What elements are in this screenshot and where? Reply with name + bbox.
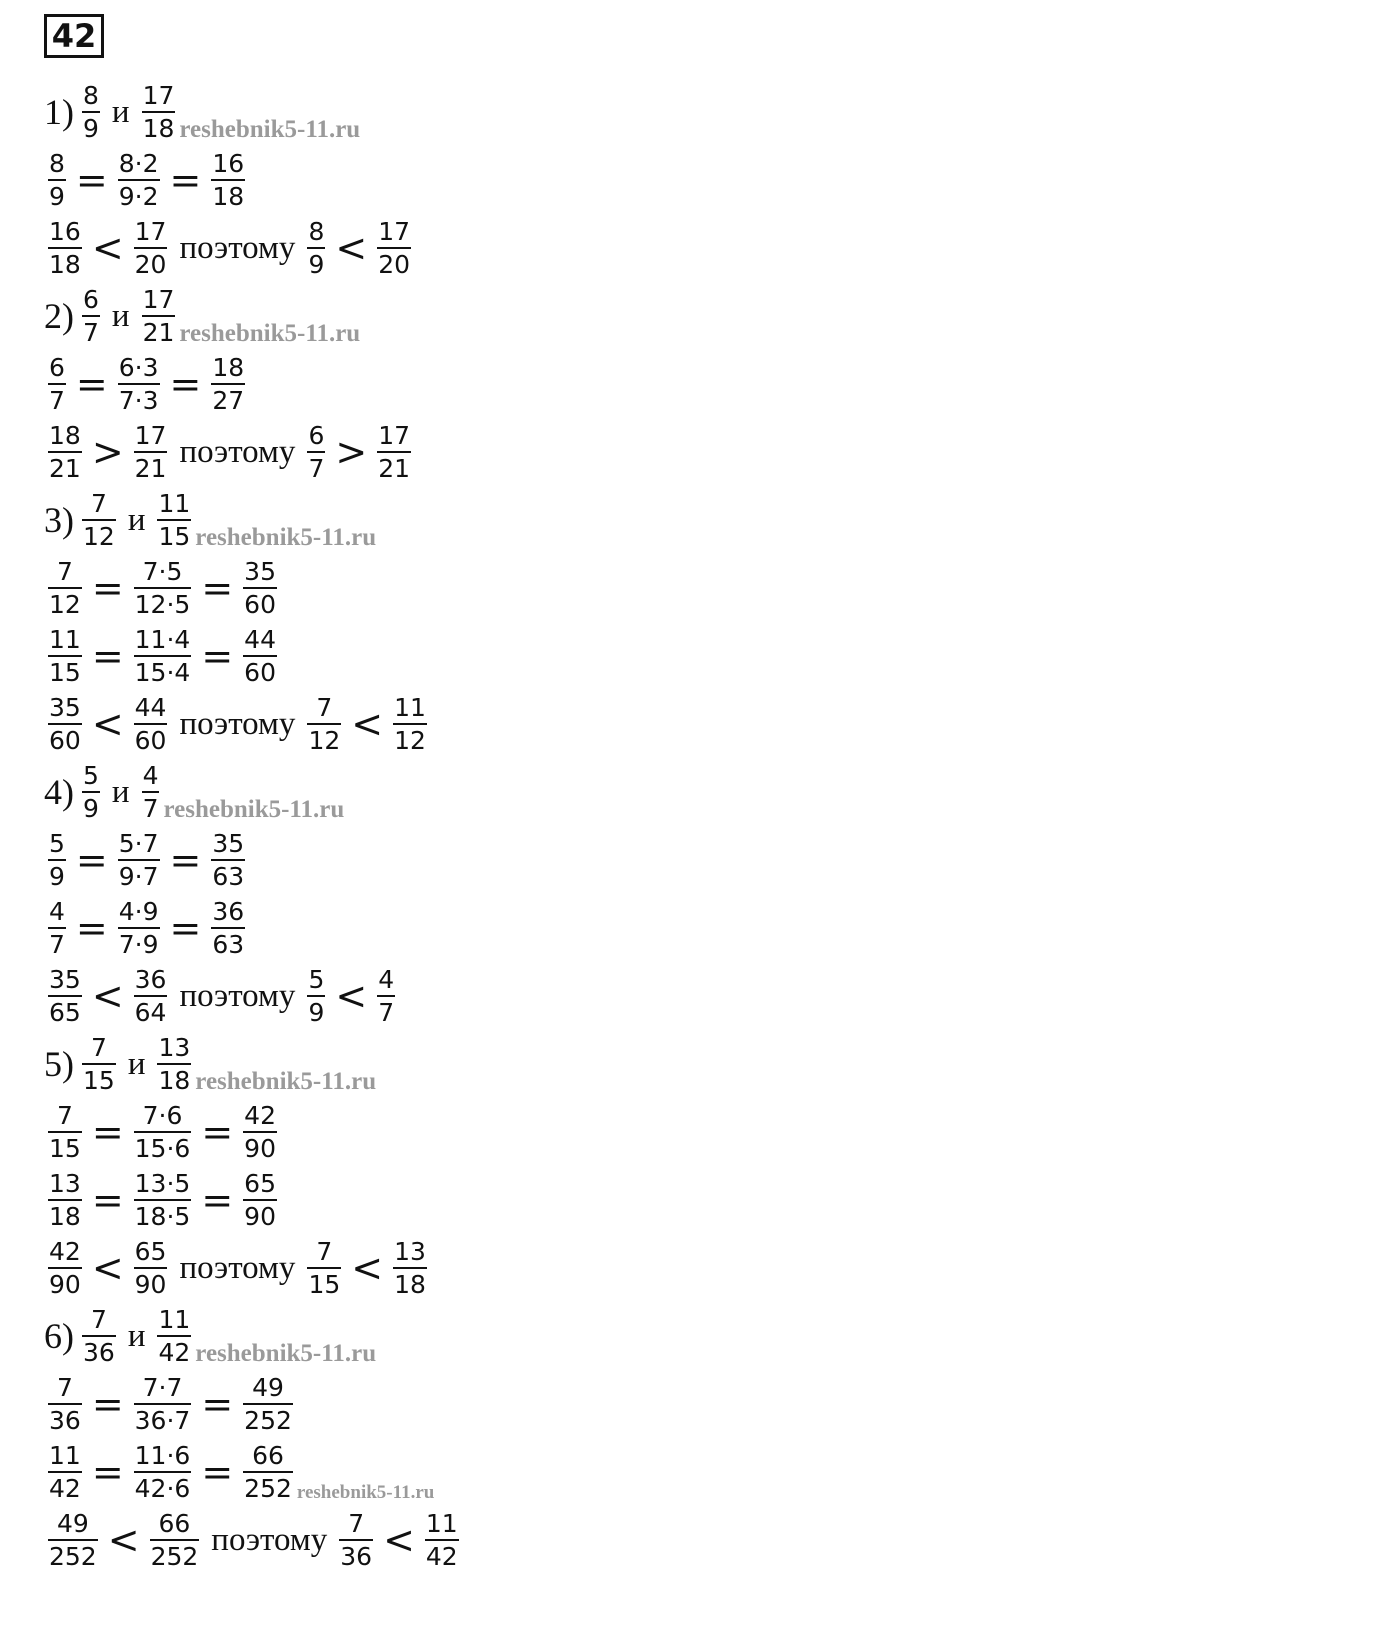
operator-sign: = (91, 1382, 124, 1426)
fraction (48, 967, 82, 1025)
denominator: 15 (82, 1063, 116, 1093)
solution-line (44, 78, 463, 146)
operator-sign: < (107, 1518, 140, 1562)
operator-sign: = (75, 362, 108, 406)
fraction (157, 1307, 191, 1365)
numerator: 44 (134, 693, 167, 722)
numerator: 17 (134, 217, 167, 246)
numerator: 7 (56, 1373, 73, 1402)
numerator: 49 (56, 1509, 89, 1538)
fraction (82, 287, 100, 345)
solution-line (44, 1030, 463, 1098)
denominator: 60 (243, 587, 277, 617)
numerator: 11 (425, 1509, 458, 1538)
fraction (118, 355, 160, 413)
numerator: 13 (158, 1033, 191, 1062)
numerator: 7 (90, 1033, 107, 1062)
word-and: и (111, 773, 130, 810)
operator-sign: < (91, 974, 124, 1018)
operator-sign: < (383, 1518, 415, 1562)
fraction (118, 899, 160, 957)
item-label: 5) (44, 1044, 74, 1084)
fraction (243, 1103, 277, 1161)
watermark: reshebnik5-11.ru (195, 1340, 377, 1367)
denominator: 20 (134, 247, 168, 277)
word-therefore: поэтому (179, 1249, 296, 1286)
numerator: 4 (378, 965, 395, 994)
numerator: 35 (212, 829, 245, 858)
operator-sign: > (91, 430, 124, 474)
numerator: 66 (158, 1509, 191, 1538)
solution-line (44, 1506, 463, 1574)
solution-line (44, 894, 463, 962)
solution-line (44, 1166, 463, 1234)
numerator: 49 (252, 1373, 284, 1402)
denominator: 12 (307, 723, 341, 753)
fraction (48, 1443, 82, 1501)
numerator: 11 (158, 1305, 191, 1334)
denominator: 252 (243, 1403, 293, 1433)
solution-line (44, 758, 463, 826)
solution-line (44, 282, 463, 350)
denominator: 42·6 (134, 1471, 192, 1501)
fraction (82, 83, 100, 141)
fraction (134, 1171, 192, 1229)
denominator: 252 (150, 1539, 200, 1569)
denominator: 18 (393, 1267, 427, 1297)
fraction (142, 763, 160, 821)
fraction (134, 423, 168, 481)
item-label: 2) (44, 296, 74, 336)
denominator: 42 (48, 1471, 82, 1501)
fraction (307, 695, 341, 753)
solution-line (44, 146, 463, 214)
numerator: 36 (134, 965, 167, 994)
solution-body (44, 78, 463, 1574)
numerator: 35 (244, 557, 276, 586)
fraction (48, 1103, 82, 1161)
fraction (134, 1443, 192, 1501)
denominator: 60 (134, 723, 168, 753)
watermark: reshebnik5-11.ru (195, 1068, 377, 1095)
numerator: 18 (49, 421, 81, 450)
fraction (243, 559, 277, 617)
denominator: 90 (134, 1267, 168, 1297)
denominator: 65 (48, 995, 82, 1025)
fraction (134, 219, 168, 277)
solution-line (44, 418, 463, 486)
denominator: 64 (134, 995, 168, 1025)
denominator: 15·4 (134, 655, 192, 685)
word-therefore: поэтому (179, 433, 296, 470)
fraction (157, 491, 191, 549)
watermark: reshebnik5-11.ru (163, 796, 345, 823)
numerator: 8 (308, 217, 325, 246)
fraction (48, 151, 66, 209)
denominator: 9 (82, 111, 100, 141)
fraction (393, 1239, 427, 1297)
solution-line (44, 214, 463, 282)
fraction (82, 1035, 116, 1093)
operator-sign: < (91, 702, 124, 746)
item-label: 1) (44, 92, 74, 132)
denominator: 18 (48, 247, 82, 277)
fraction (307, 967, 325, 1025)
fraction (211, 355, 245, 413)
fraction (377, 967, 395, 1025)
denominator: 15 (48, 655, 82, 685)
numerator: 36 (212, 897, 245, 926)
numerator: 13 (49, 1169, 81, 1198)
numerator: 8 (49, 149, 65, 178)
watermark: reshebnik5-11.ru (195, 524, 377, 551)
item-label: 4) (44, 772, 74, 812)
fraction (243, 1443, 293, 1501)
numerator: 6 (308, 421, 325, 450)
operator-sign: = (169, 362, 202, 406)
operator-sign: = (91, 634, 124, 678)
denominator: 36 (82, 1335, 116, 1365)
fraction (425, 1511, 459, 1569)
numerator: 11 (158, 489, 191, 518)
denominator: 9 (307, 247, 325, 277)
denominator: 18 (48, 1199, 82, 1229)
operator-sign: = (201, 1450, 234, 1494)
fraction (243, 1171, 277, 1229)
operator-sign: < (351, 702, 384, 746)
fraction (48, 627, 82, 685)
problem-number-badge (44, 14, 104, 58)
numerator: 65 (244, 1169, 276, 1198)
denominator: 21 (377, 451, 411, 481)
solution-line (44, 554, 463, 622)
fraction (142, 287, 176, 345)
denominator: 252 (243, 1471, 293, 1501)
word-and: и (127, 1045, 146, 1082)
fraction (48, 1511, 98, 1569)
numerator: 11·6 (134, 1441, 191, 1470)
denominator: 36·7 (134, 1403, 192, 1433)
numerator: 66 (252, 1441, 284, 1470)
numerator: 35 (49, 965, 81, 994)
fraction (82, 491, 116, 549)
watermark: reshebnik5-11.ru (179, 116, 361, 143)
numerator: 11 (49, 625, 81, 654)
numerator: 11 (49, 1441, 81, 1470)
fraction (48, 899, 66, 957)
denominator: 18·5 (134, 1199, 192, 1229)
fraction (82, 1307, 116, 1365)
solution-line (44, 1098, 463, 1166)
operator-sign: = (91, 1450, 124, 1494)
word-therefore: поэтому (179, 229, 296, 266)
solution-line (44, 1438, 463, 1506)
numerator: 6 (49, 353, 65, 382)
fraction (307, 1239, 341, 1297)
fraction (48, 1171, 82, 1229)
numerator: 5 (308, 965, 325, 994)
denominator: 7 (307, 451, 325, 481)
numerator: 17 (378, 421, 410, 450)
operator-sign: = (169, 906, 202, 950)
solution-line (44, 622, 463, 690)
fraction (134, 1239, 168, 1297)
denominator: 90 (243, 1199, 277, 1229)
denominator: 42 (425, 1539, 459, 1569)
operator-sign: > (335, 430, 368, 474)
solution-line (44, 350, 463, 418)
watermark: reshebnik5-11.ru (179, 320, 361, 347)
numerator: 4 (49, 897, 65, 926)
word-and: и (127, 1317, 146, 1354)
fraction (48, 559, 82, 617)
fraction (48, 219, 82, 277)
solution-line (44, 1234, 463, 1302)
denominator: 9·7 (118, 859, 160, 889)
item-label: 3) (44, 500, 74, 540)
operator-sign: = (201, 566, 234, 610)
fraction (307, 423, 325, 481)
fraction (134, 1375, 192, 1433)
operator-sign: < (91, 226, 124, 270)
denominator: 60 (243, 655, 277, 685)
denominator: 36 (48, 1403, 82, 1433)
denominator: 15 (307, 1267, 341, 1297)
denominator: 12 (82, 519, 116, 549)
numerator: 8·2 (118, 149, 159, 178)
word-and: и (111, 297, 130, 334)
solution-line (44, 962, 463, 1030)
denominator: 90 (48, 1267, 82, 1297)
word-therefore: поэтому (211, 1521, 328, 1558)
numerator: 42 (49, 1237, 81, 1266)
fraction (211, 151, 245, 209)
fraction (134, 559, 192, 617)
numerator: 6 (83, 285, 99, 314)
denominator: 90 (243, 1131, 277, 1161)
numerator: 18 (212, 353, 245, 382)
fraction (211, 899, 245, 957)
operator-sign: = (169, 838, 202, 882)
denominator: 15 (157, 519, 191, 549)
word-and: и (111, 93, 130, 130)
fraction (48, 1375, 82, 1433)
fraction (142, 83, 176, 141)
denominator: 12·5 (134, 587, 192, 617)
denominator: 63 (211, 927, 245, 957)
fraction (48, 355, 66, 413)
operator-sign: = (91, 1178, 124, 1222)
denominator: 7 (48, 383, 66, 413)
denominator: 63 (211, 859, 245, 889)
fraction (134, 695, 168, 753)
fraction (393, 695, 427, 753)
numerator: 5 (49, 829, 65, 858)
fraction (339, 1511, 373, 1569)
numerator: 16 (212, 149, 245, 178)
denominator: 7 (142, 791, 160, 821)
numerator: 17 (134, 421, 167, 450)
numerator: 7 (90, 489, 107, 518)
denominator: 9·2 (118, 179, 160, 209)
denominator: 7·9 (118, 927, 160, 957)
denominator: 27 (211, 383, 245, 413)
operator-sign: < (91, 1246, 124, 1290)
operator-sign: = (169, 158, 202, 202)
solution-line (44, 826, 463, 894)
numerator: 7 (348, 1509, 365, 1538)
denominator: 21 (142, 315, 176, 345)
denominator: 36 (339, 1539, 373, 1569)
numerator: 4 (142, 761, 159, 790)
numerator: 17 (378, 217, 410, 246)
item-label: 6) (44, 1316, 74, 1356)
denominator: 18 (142, 111, 176, 141)
operator-sign: = (75, 906, 108, 950)
fraction (134, 967, 168, 1025)
numerator: 7·6 (142, 1101, 183, 1130)
operator-sign: < (351, 1246, 384, 1290)
operator-sign: = (201, 1178, 234, 1222)
denominator: 21 (48, 451, 82, 481)
denominator: 9 (48, 179, 66, 209)
numerator: 5·7 (118, 829, 159, 858)
denominator: 18 (211, 179, 245, 209)
watermark: reshebnik5-11.ru (296, 1482, 435, 1503)
denominator: 9 (82, 791, 100, 821)
fraction (82, 763, 100, 821)
numerator: 16 (49, 217, 81, 246)
operator-sign: = (201, 1382, 234, 1426)
numerator: 7 (90, 1305, 107, 1334)
numerator: 44 (244, 625, 276, 654)
denominator: 7 (377, 995, 395, 1025)
numerator: 42 (244, 1101, 276, 1130)
numerator: 6·3 (118, 353, 159, 382)
numerator: 5 (83, 761, 99, 790)
numerator: 7·5 (142, 557, 183, 586)
fraction (243, 1375, 293, 1433)
fraction (377, 219, 411, 277)
fraction (307, 219, 325, 277)
operator-sign: = (91, 1110, 124, 1154)
fraction (48, 423, 82, 481)
operator-sign: < (335, 974, 368, 1018)
numerator: 17 (142, 81, 175, 110)
fraction (118, 151, 160, 209)
fraction (48, 1239, 82, 1297)
operator-sign: = (201, 1110, 234, 1154)
word-therefore: поэтому (179, 705, 296, 742)
fraction (157, 1035, 191, 1093)
denominator: 9 (48, 859, 66, 889)
numerator: 17 (142, 285, 175, 314)
solution-line (44, 690, 463, 758)
operator-sign: = (75, 158, 108, 202)
fraction (377, 423, 411, 481)
numerator: 4·9 (118, 897, 159, 926)
solution-line (44, 1302, 463, 1370)
numerator: 7 (316, 693, 333, 722)
fraction (48, 695, 82, 753)
numerator: 8 (83, 81, 99, 110)
denominator: 7 (48, 927, 66, 957)
denominator: 42 (157, 1335, 191, 1365)
fraction (211, 831, 245, 889)
fraction (134, 1103, 192, 1161)
word-and: и (127, 501, 146, 538)
operator-sign: = (75, 838, 108, 882)
operator-sign: = (91, 566, 124, 610)
numerator: 7 (316, 1237, 333, 1266)
numerator: 65 (134, 1237, 167, 1266)
numerator: 13·5 (134, 1169, 191, 1198)
numerator: 7·7 (142, 1373, 183, 1402)
problem-number: 42 (51, 17, 97, 55)
denominator: 252 (48, 1539, 98, 1569)
word-therefore: поэтому (179, 977, 296, 1014)
denominator: 15·6 (134, 1131, 192, 1161)
solution-line (44, 486, 463, 554)
denominator: 21 (134, 451, 168, 481)
operator-sign: < (335, 226, 368, 270)
denominator: 7 (82, 315, 100, 345)
fraction (134, 627, 192, 685)
numerator: 11 (394, 693, 426, 722)
fraction (150, 1511, 200, 1569)
denominator: 18 (157, 1063, 191, 1093)
fraction (118, 831, 160, 889)
numerator: 7 (56, 1101, 73, 1130)
solution-line (44, 1370, 463, 1438)
denominator: 15 (48, 1131, 82, 1161)
denominator: 9 (307, 995, 325, 1025)
numerator: 11·4 (134, 625, 191, 654)
denominator: 7·3 (118, 383, 160, 413)
operator-sign: = (201, 634, 234, 678)
denominator: 12 (48, 587, 82, 617)
fraction (48, 831, 66, 889)
denominator: 12 (393, 723, 427, 753)
numerator: 35 (49, 693, 81, 722)
numerator: 13 (394, 1237, 426, 1266)
fraction (243, 627, 277, 685)
numerator: 7 (56, 557, 73, 586)
denominator: 20 (377, 247, 411, 277)
denominator: 60 (48, 723, 82, 753)
